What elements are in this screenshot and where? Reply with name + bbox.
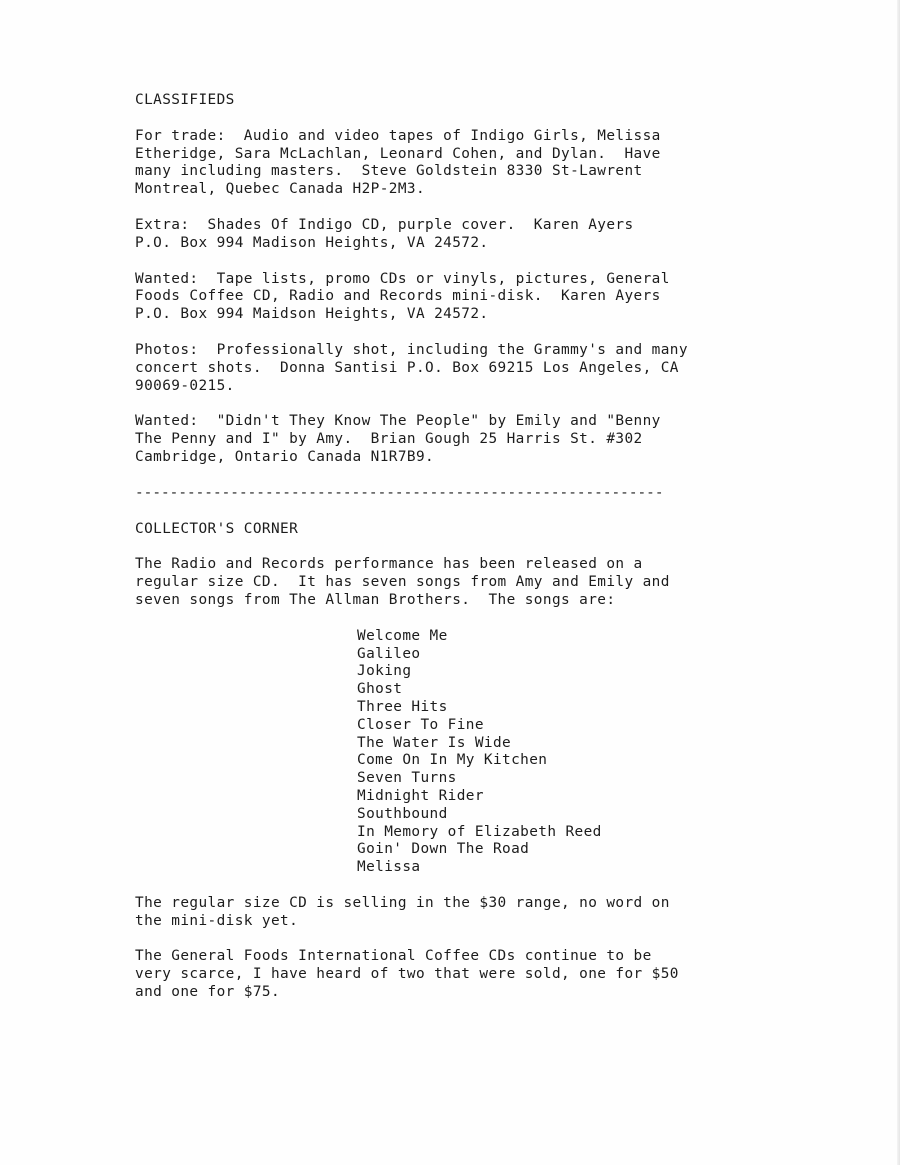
list-item: Joking <box>357 663 412 680</box>
list-item: Three Hits <box>357 698 448 715</box>
coffee-cd-note: The General Foods International Coffee CDs continue to be very scarce, I have heard of two that were sold, one for $50 and one for $75. <box>135 948 679 1001</box>
list-item: The Water Is Wide <box>357 734 512 751</box>
classified-entry-trade: For trade: Audio and video tapes of Indigo Girls, Melissa Etheridge, Sara McLachlan, Leonard Cohen, and Dylan. Have many including masters. Steve Goldstein 8330 St-Lawrent Montreal, Quebec Canada H2P-2M3. <box>135 127 661 198</box>
collectors-corner-section <box>135 521 795 1002</box>
list-item: Goin' Down The Road <box>357 841 530 858</box>
classifieds-heading: CLASSIFIEDS <box>135 92 235 108</box>
collectors-corner-intro: The Radio and Records performance has been released on a regular size CD. It has seven songs from Amy and Emily and seven songs from The Allman Brothers. The songs are: <box>135 556 670 608</box>
page-content <box>135 92 795 1020</box>
list-item: Ghost <box>357 681 403 698</box>
list-item: Southbound <box>357 805 448 822</box>
classified-entry-wanted-songs: Wanted: "Didn't They Know The People" by Emily and "Benny The Penny and I" by Amy. Brian Gough 25 Harris St. #302 Cambridge, Ontario Canada N1R7B9. <box>135 413 661 465</box>
list-item: Melissa <box>357 859 421 876</box>
collectors-corner-heading: COLLECTOR'S CORNER <box>135 520 299 537</box>
song-list <box>135 628 795 877</box>
list-item: Midnight Rider <box>357 787 484 804</box>
classifieds-section <box>135 92 795 467</box>
classified-entry-wanted-tapes: Wanted: Tape lists, promo CDs or vinyls, pictures, General Foods Coffee CD, Radio and Records mini-disk. Karen Ayers P.O. Box 994 Maidson Heights, VA 24572. <box>135 270 670 323</box>
list-item: Come On In My Kitchen <box>357 752 548 769</box>
list-item: In Memory of Elizabeth Reed <box>357 823 602 840</box>
price-note: The regular size CD is selling in the $30 range, no word on the mini-disk yet. <box>135 894 670 929</box>
list-item: Galileo <box>357 645 421 662</box>
classified-entry-extra: Extra: Shades Of Indigo CD, purple cover. Karen Ayers P.O. Box 994 Madison Heights, VA 24572. <box>135 216 634 251</box>
list-item: Closer To Fine <box>357 716 484 733</box>
list-item: Welcome Me <box>357 627 448 644</box>
list-item: Seven Turns <box>357 770 457 787</box>
classified-entry-photos: Photos: Professionally shot, including the Grammy's and many concert shots. Donna Santisi P.O. Box 69215 Los Angeles, CA 90069-0215. <box>135 341 688 394</box>
section-divider: ------------------------------------------------------------- <box>135 484 664 501</box>
